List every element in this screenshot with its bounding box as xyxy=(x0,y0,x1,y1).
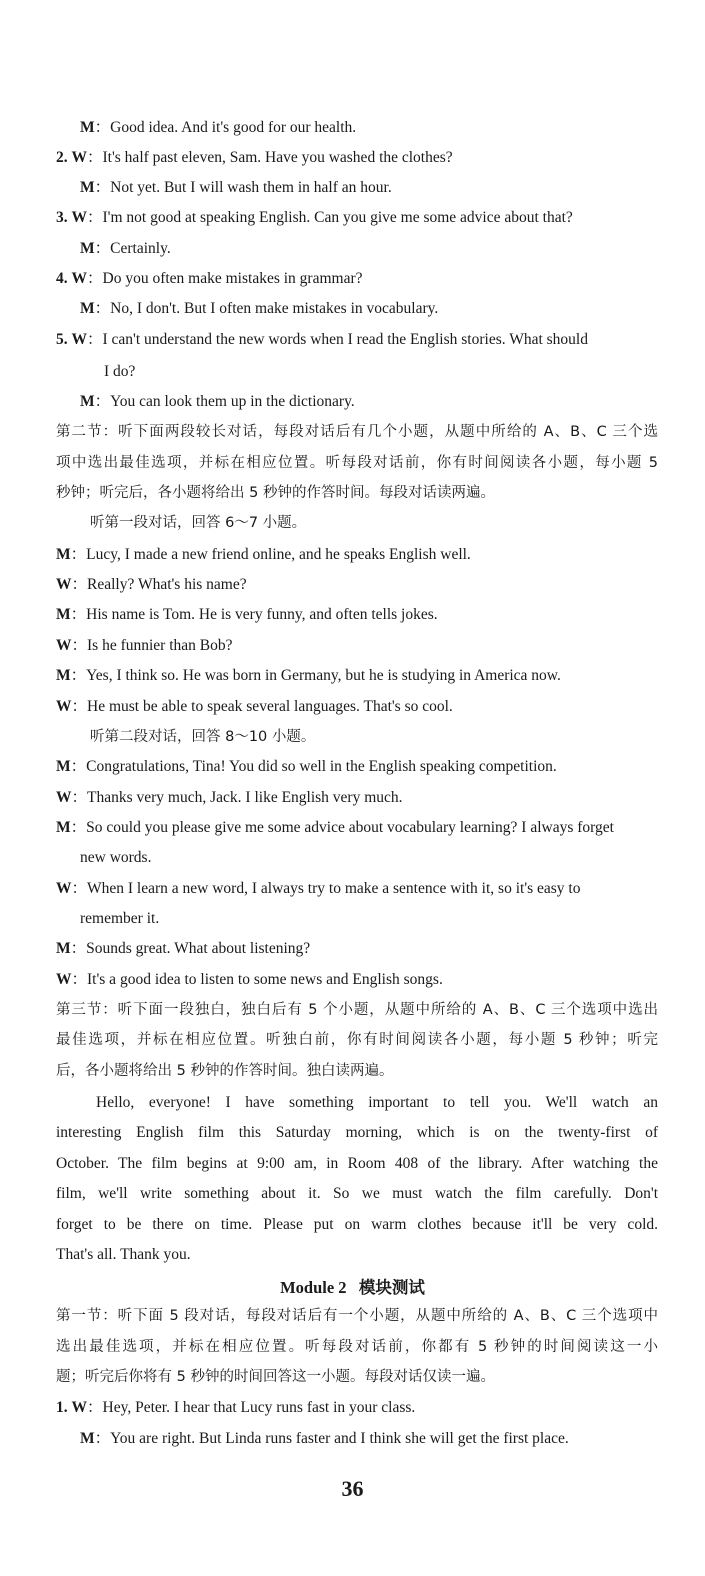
speaker-separator: ： xyxy=(87,270,103,287)
line-text: Thanks very much, Jack. I like English very much. xyxy=(87,789,403,806)
dialogue-line xyxy=(56,939,310,959)
speaker-separator: ： xyxy=(94,240,111,257)
monologue-line: Hello, everyone! I have something important to tell you. We'll watch an xyxy=(96,1094,658,1111)
page-number: 36 xyxy=(341,1476,364,1501)
dialogue-line xyxy=(80,239,171,259)
section-instruction-line: 第三节：听下面一段独白，独白后有 5 个小题，从题中所给的 A、B、C 三个选项中选出 xyxy=(56,1002,658,1018)
dialogue-line xyxy=(56,605,438,625)
section-instruction-line: 秒钟；听完后，各小题将给出 5 秒钟的作答时间。每段对话读两遍。 xyxy=(56,485,495,501)
line-text: I can't understand the new words when I read the English stories. What should xyxy=(102,331,588,348)
dialogue-line xyxy=(56,818,614,838)
speaker-separator: ： xyxy=(70,819,87,836)
line-text: Is he funnier than Bob? xyxy=(87,637,233,654)
speaker-separator: ： xyxy=(94,393,111,410)
line-text: It's a good idea to listen to some news and English songs. xyxy=(87,971,443,988)
speaker-label: M xyxy=(56,606,71,623)
dialogue-line xyxy=(56,970,443,990)
speaker-label: W xyxy=(56,971,72,988)
speaker-label: W xyxy=(56,880,72,897)
line-text: Lucy, I made a new friend online, and he speaks English well. xyxy=(86,546,471,563)
speaker-label: M xyxy=(56,758,71,775)
line-text: Hey, Peter. I hear that Lucy runs fast in your class. xyxy=(102,1399,416,1416)
dialogue-line xyxy=(80,118,356,138)
line-text: Certainly. xyxy=(110,240,171,257)
speaker-label: M xyxy=(80,1430,95,1447)
line-text: He must be able to speak several languages. That's so cool. xyxy=(87,698,453,715)
dialogue-line xyxy=(56,666,561,686)
speaker-label: M xyxy=(56,546,71,563)
speaker-separator: ： xyxy=(87,149,103,166)
continuation-line: remember it. xyxy=(80,910,160,927)
speaker-label: W xyxy=(56,698,72,715)
section-instruction-line: 题；听完后你将有 5 秒钟的时间回答这一小题。每段对话仅读一遍。 xyxy=(56,1369,495,1385)
speaker-label: W xyxy=(56,789,72,806)
speaker-separator: ： xyxy=(87,1399,103,1416)
continuation-line: new words. xyxy=(80,849,152,866)
dialogue-line xyxy=(56,330,588,350)
dialogue-line xyxy=(56,879,581,899)
line-text: So could you please give me some advice about vocabulary learning? I always forget xyxy=(86,819,614,836)
monologue-line: interesting English film this Saturday morning, which is on the twenty-first of xyxy=(56,1124,658,1141)
section-instruction-line: 选出最佳选项，并标在相应位置。听每段对话前，你都有 5 秒钟的时间阅读这一小 xyxy=(56,1339,658,1355)
dialogue-line xyxy=(80,1429,569,1449)
dialogue-line xyxy=(56,545,471,565)
continuation-line: I do? xyxy=(104,363,136,380)
speaker-separator: ： xyxy=(94,300,111,317)
line-text: Sounds great. What about listening? xyxy=(86,940,311,957)
speaker-separator: ： xyxy=(87,331,103,348)
dialogue-line xyxy=(80,392,355,412)
line-text: Yes, I think so. He was born in Germany, but he is studying in America now. xyxy=(86,667,561,684)
speaker-separator: ： xyxy=(71,880,88,897)
speaker-separator: ： xyxy=(94,1430,111,1447)
section-instruction-line: 第二节：听下面两段较长对话，每段对话后有几个小题，从题中所给的 A、B、C 三个选 xyxy=(56,424,658,440)
line-text: Do you often make mistakes in grammar? xyxy=(102,270,363,287)
speaker-separator: ： xyxy=(71,789,88,806)
speaker-separator: ： xyxy=(94,179,111,196)
speaker-label: W xyxy=(71,270,87,287)
question-number: 1. xyxy=(56,1399,68,1416)
section-instruction-line: 项中选出最佳选项，并标在相应位置。听每段对话前，你有时间阅读各小题，每小题 5 xyxy=(56,455,658,471)
speaker-label: W xyxy=(71,1399,87,1416)
speaker-label: M xyxy=(80,300,95,317)
speaker-separator: ： xyxy=(70,546,87,563)
dialogue-line xyxy=(56,757,557,777)
section-instruction-line: 后，各小题将给出 5 秒钟的作答时间。独白读两遍。 xyxy=(56,1063,394,1079)
monologue-line: forget to be there on time. Please put on warm clothes because it'll be very cold. xyxy=(56,1216,658,1233)
dialogue-line xyxy=(56,269,363,289)
speaker-separator: ： xyxy=(70,758,87,775)
dialogue-line xyxy=(56,208,573,228)
line-text: Good idea. And it's good for our health. xyxy=(110,119,357,136)
speaker-label: W xyxy=(56,576,72,593)
line-text: No, I don't. But I often make mistakes in vocabulary. xyxy=(110,300,439,317)
speaker-separator: ： xyxy=(70,606,87,623)
speaker-separator: ： xyxy=(71,576,88,593)
line-text: When I learn a new word, I always try to make a sentence with it, so it's easy to xyxy=(87,880,581,897)
speaker-separator: ： xyxy=(71,637,88,654)
speaker-separator: ： xyxy=(71,971,88,988)
subsection-heading: 听第一段对话，回答 6～7 小题。 xyxy=(90,515,307,531)
question-number: 2. xyxy=(56,149,68,166)
monologue-line: film, we'll write something about it. So we must watch the film carefully. Don't xyxy=(56,1185,658,1202)
dialogue-line xyxy=(56,148,453,168)
module-title: Module 2 模块测试 xyxy=(280,1278,425,1297)
dialogue-line xyxy=(56,1398,415,1418)
line-text: You are right. But Linda runs faster and I think she will get the first place. xyxy=(110,1430,569,1447)
line-text: His name is Tom. He is very funny, and often tells jokes. xyxy=(86,606,438,623)
speaker-separator: ： xyxy=(70,940,87,957)
speaker-label: W xyxy=(71,149,87,166)
dialogue-line xyxy=(80,299,438,319)
dialogue-line xyxy=(80,178,392,198)
speaker-separator: ： xyxy=(70,667,87,684)
speaker-label: M xyxy=(56,940,71,957)
speaker-separator: ： xyxy=(71,698,88,715)
question-number: 3. xyxy=(56,209,68,226)
dialogue-line xyxy=(56,788,403,808)
speaker-label: M xyxy=(56,667,71,684)
speaker-label: M xyxy=(56,819,71,836)
speaker-separator: ： xyxy=(94,119,111,136)
speaker-label: M xyxy=(80,179,95,196)
speaker-label: M xyxy=(80,119,95,136)
monologue-line: That's all. Thank you. xyxy=(56,1246,191,1263)
speaker-label: W xyxy=(71,331,87,348)
line-text: Congratulations, Tina! You did so well in the English speaking competition. xyxy=(86,758,557,775)
line-text: It's half past eleven, Sam. Have you washed the clothes? xyxy=(102,149,453,166)
dialogue-line xyxy=(56,636,233,656)
dialogue-line xyxy=(56,575,247,595)
section-instruction-line: 第一节：听下面 5 段对话，每段对话后有一个小题，从题中所给的 A、B、C 三个选项中 xyxy=(56,1308,658,1324)
subsection-heading: 听第二段对话，回答 8～10 小题。 xyxy=(90,729,316,745)
speaker-label: M xyxy=(80,393,95,410)
line-text: You can look them up in the dictionary. xyxy=(110,393,355,410)
line-text: Not yet. But I will wash them in half an hour. xyxy=(110,179,392,196)
monologue-line: October. The film begins at 9:00 am, in Room 408 of the library. After watching the xyxy=(56,1155,658,1172)
speaker-label: M xyxy=(80,240,95,257)
line-text: Really? What's his name? xyxy=(87,576,247,593)
question-number: 4. xyxy=(56,270,68,287)
section-instruction-line: 最佳选项，并标在相应位置。听独白前，你有时间阅读各小题，每小题 5 秒钟；听完 xyxy=(56,1032,658,1048)
speaker-separator: ： xyxy=(87,209,103,226)
speaker-label: W xyxy=(71,209,87,226)
speaker-label: W xyxy=(56,637,72,654)
line-text: I'm not good at speaking English. Can you give me some advice about that? xyxy=(102,209,573,226)
dialogue-line xyxy=(56,697,453,717)
question-number: 5. xyxy=(56,331,68,348)
